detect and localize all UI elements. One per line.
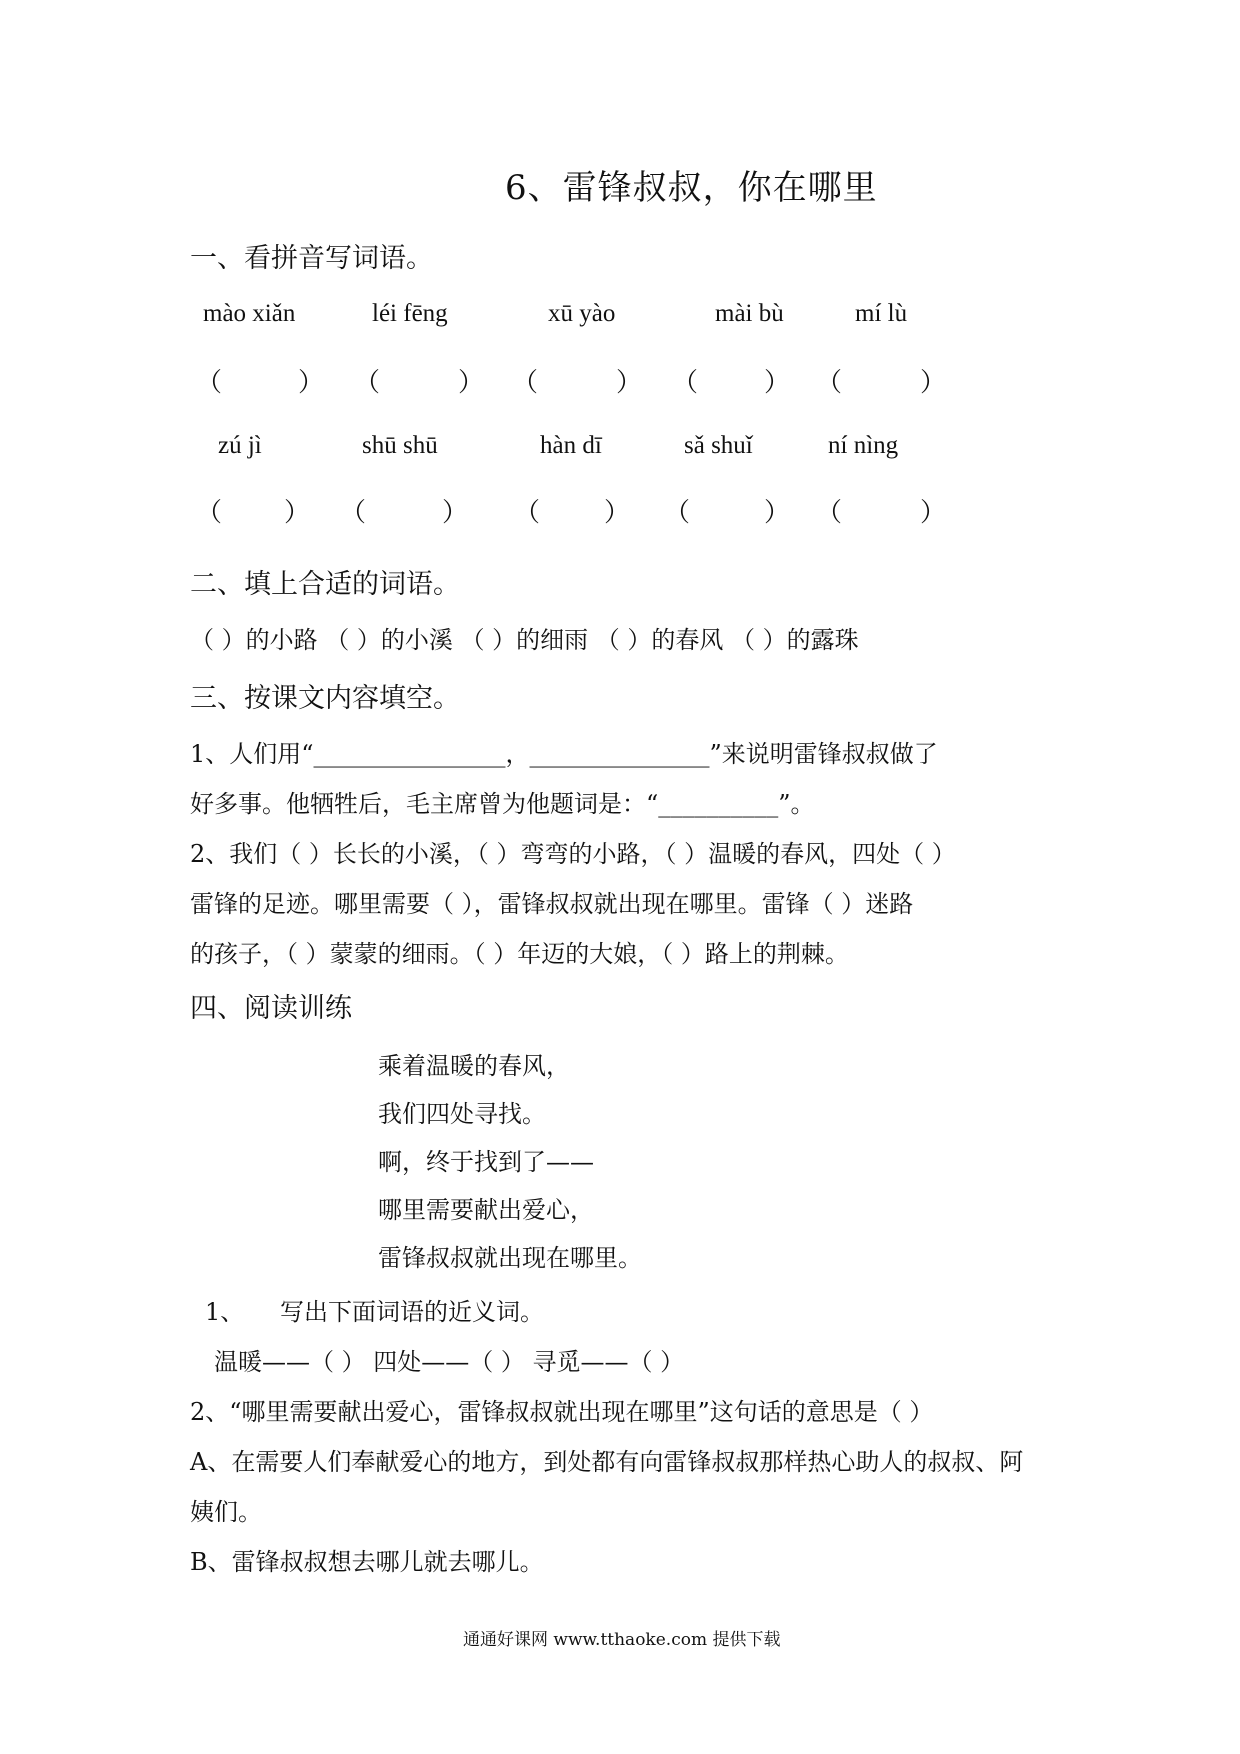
poem-line: 乘着温暖的春风， — [378, 1052, 570, 1080]
close-paren: ） — [284, 498, 311, 528]
option-a-line-1: A、在需要人们奉献爱心的地方，到处都有向雷锋叔叔那样热心助人的叔叔、阿 — [190, 1448, 1024, 1476]
q3-line-3: 2、我们（ ）长长的小溪，（ ）弯弯的小路，（ ）温暖的春风，四处（ ） — [190, 840, 956, 868]
pinyin-item: ní nìng — [828, 432, 899, 459]
open-paren: （ — [196, 498, 223, 528]
close-paren: ） — [604, 498, 631, 528]
open-paren: （ — [672, 368, 699, 398]
open-paren: （ — [354, 368, 381, 398]
page-title: 6、雷锋叔叔，你在哪里 — [505, 168, 878, 208]
pinyin-item: mài bù — [715, 300, 784, 327]
reading-q1-items: 温暖——（ ） 四处——（ ） 寻觅——（ ） — [214, 1348, 685, 1376]
pinyin-item: mào xiǎn — [203, 300, 296, 327]
close-paren: ） — [458, 368, 485, 398]
close-paren: ） — [764, 498, 791, 528]
poem-line: 啊，终于找到了—— — [378, 1148, 594, 1176]
close-paren: ） — [920, 498, 947, 528]
pinyin-item: shū shū — [362, 432, 438, 459]
open-paren: （ — [512, 368, 539, 398]
pinyin-item: hàn dī — [540, 432, 602, 459]
reading-q2: 2、“哪里需要献出爱心，雷锋叔叔就出现在哪里”这句话的意思是（ ） — [190, 1398, 934, 1426]
pinyin-item: sǎ shuǐ — [684, 432, 753, 459]
pinyin-item: léi fēng — [372, 300, 448, 327]
reading-q1-number: 1、 — [205, 1298, 245, 1326]
poem-line: 哪里需要献出爱心， — [378, 1196, 594, 1224]
section-1-heading: 一、看拼音写词语。 — [190, 243, 433, 274]
poem-line: 我们四处寻找。 — [378, 1100, 546, 1128]
close-paren: ） — [616, 368, 643, 398]
open-paren: （ — [816, 368, 843, 398]
q3-line-5: 的孩子，（ ）蒙蒙的细雨。（ ）年迈的大娘，（ ）路上的荆棘。 — [190, 940, 849, 968]
open-paren: （ — [196, 368, 223, 398]
section-3-heading: 三、按课文内容填空。 — [190, 683, 460, 714]
poem-line: 雷锋叔叔就出现在哪里。 — [378, 1244, 642, 1272]
reading-q1-text: 写出下面词语的近义词。 — [280, 1298, 544, 1326]
pinyin-item: mí lù — [855, 300, 908, 327]
close-paren: ） — [764, 368, 791, 398]
footer-credit: 通通好课网 www.tthaoke.com 提供下载 — [463, 1630, 781, 1650]
open-paren: （ — [340, 498, 367, 528]
q3-line-4: 雷锋的足迹。哪里需要（ ），雷锋叔叔就出现在哪里。雷锋（ ）迷路 — [190, 890, 914, 918]
option-a-line-2: 姨们。 — [190, 1498, 262, 1526]
pinyin-item: xū yào — [548, 300, 616, 327]
option-b: B、雷锋叔叔想去哪儿就去哪儿。 — [190, 1548, 544, 1576]
q3-line-2: 好多事。他牺牲后，毛主席曾为他题词是：“__________”。 — [190, 790, 815, 818]
close-paren: ） — [442, 498, 469, 528]
section-2-heading: 二、填上合适的词语。 — [190, 569, 460, 600]
open-paren: （ — [816, 498, 843, 528]
pinyin-item: zú jì — [218, 432, 262, 459]
section-4-heading: 四、阅读训练 — [190, 993, 352, 1024]
q3-line-1: 1、人们用“________________，_______________”来说明雷锋叔叔做了 — [190, 740, 938, 768]
close-paren: ） — [920, 368, 947, 398]
open-paren: （ — [664, 498, 691, 528]
fill-words-line: （ ）的小路 （ ）的小溪 （ ）的细雨 （ ）的春风 （ ）的露珠 — [190, 626, 859, 654]
open-paren: （ — [514, 498, 541, 528]
close-paren: ） — [298, 368, 325, 398]
